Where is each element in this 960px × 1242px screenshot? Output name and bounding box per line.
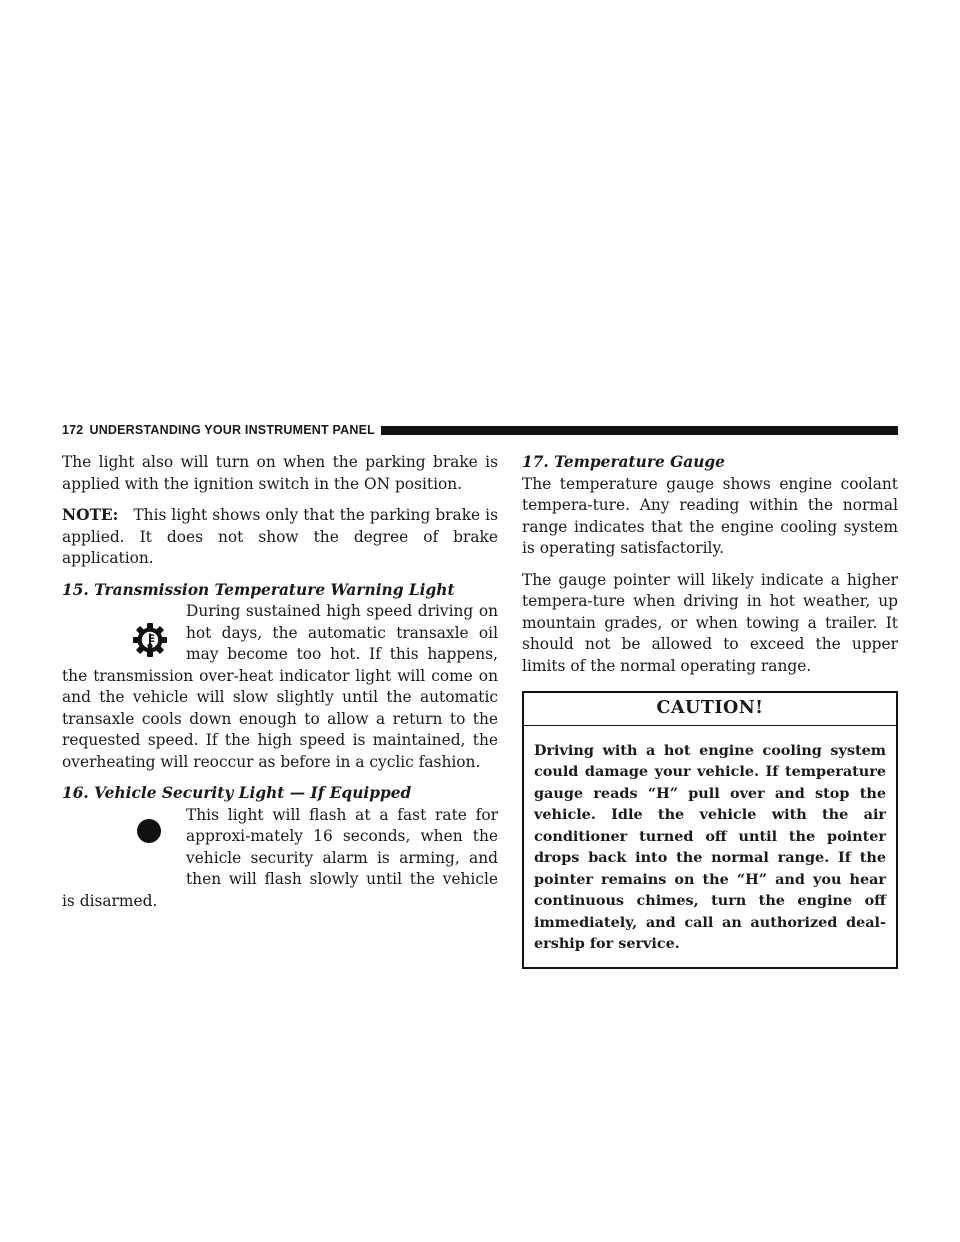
header-rule xyxy=(381,426,898,435)
section-15-text: During sustained high speed driving on hot days, the automatic transaxle oil may become too hot. If this happens, the transmission over-heat indicator light will come on and the vehicle will slow slightly until the automatic transaxle cools down enough to allow a return to the requested speed. If the high speed is maintained, the overheating will reoccur as before in a cyclic fashion. xyxy=(62,602,498,771)
note-paragraph xyxy=(62,505,498,570)
vehicle-security-dot-icon xyxy=(137,819,161,843)
caution-text: Driving with a hot engine cooling system could damage your vehicle. If temperature gauge reads “H” pull over and stop the vehicle. Idle the vehicle with the air conditioner turned off until the pointer drops back into the normal range. If the pointer remains on the “H” and you hear continuous chimes, turn the engine off immediately, and call an authorized deal-ership for service. xyxy=(534,741,886,952)
section-16-heading: 16. Vehicle Security Light — If Equipped xyxy=(62,784,412,802)
left-column xyxy=(62,452,498,922)
caution-title: CAUTION! xyxy=(524,693,896,726)
caution-box xyxy=(522,691,898,969)
note-label: NOTE: xyxy=(62,506,119,524)
section-17-paragraph-2: The gauge pointer will likely indicate a higher tempera-ture when driving in hot weather, up mountain grades, or when towing a trailer. It should not be allowed to exceed the upper limits of the normal operating range. xyxy=(522,570,898,675)
section-16-body xyxy=(62,805,498,913)
page-header xyxy=(62,422,898,438)
note-text: This light shows only that the parking brake is applied. It does not show the degree of brake application. xyxy=(62,506,498,567)
section-15-body xyxy=(62,601,498,773)
right-column xyxy=(522,452,898,969)
section-15-heading: 15. Transmission Temperature Warning Light xyxy=(62,580,455,599)
section-17-paragraph-1: The temperature gauge shows engine coolant tempera-ture. Any reading within the normal range indicates that the engine cooling system is operating satisfactorily. xyxy=(522,474,898,557)
parking-brake-paragraph: The light also will turn on when the parking brake is applied with the ignition switch in the ON position. xyxy=(62,453,498,493)
section-16-text: This light will flash at a fast rate for approxi-mately 16 seconds, when the vehicle security alarm is arming, and then will flash slowly until the vehicle is disarmed. xyxy=(62,805,498,910)
section-17-heading: 17. Temperature Gauge xyxy=(522,453,725,471)
section-title: UNDERSTANDING YOUR INSTRUMENT PANEL xyxy=(89,423,375,437)
page-number: 172 xyxy=(62,423,84,437)
transmission-temperature-gear-icon xyxy=(132,622,168,658)
